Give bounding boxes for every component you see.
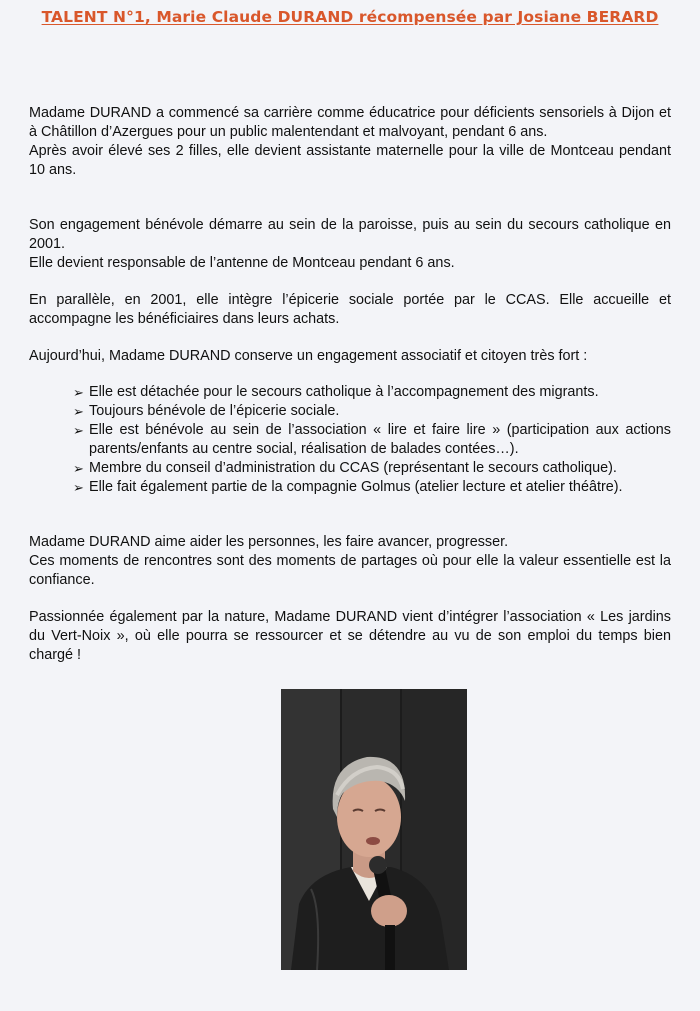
arrow-bullet-icon: ➢	[73, 480, 84, 495]
paragraph-branch-manager: Elle devient responsable de l’antenne de Montceau pendant 6 ans.	[29, 255, 455, 271]
paragraph-volunteering: Son engagement bénévole démarre au sein de la paroisse, puis au sein du secours catholique en 2001.	[29, 217, 671, 252]
paragraph-helping: Madame DURAND aime aider les personnes, les faire avancer, progresser.	[29, 534, 509, 550]
list-item: ➢ Elle fait également partie de la compagnie Golmus (atelier lecture et atelier théâtre).	[73, 479, 623, 495]
paragraph-childminder: Après avoir élevé ses 2 filles, elle devient assistante maternelle pour la ville de Montceau pendant 10 ans.	[29, 143, 671, 178]
engagement-list	[29, 383, 671, 497]
list-item: ➢ Elle est détachée pour le secours catholique à l’accompagnement des migrants.	[73, 384, 599, 400]
document-body	[29, 104, 671, 665]
arrow-bullet-icon: ➢	[73, 385, 84, 400]
list-item: ➢ Elle est bénévole au sein de l’association « lire et faire lire » (participation aux actions parents/enfants au centre social, réalisation de balades contées…).	[73, 422, 671, 457]
list-item: ➢ Membre du conseil d’administration du CCAS (représentant le secours catholique).	[73, 460, 617, 476]
paragraph-social-grocery: En parallèle, en 2001, elle intègre l’épicerie sociale portée par le CCAS. Elle accueille et accompagne les bénéficiaires dans leurs achats.	[29, 292, 671, 327]
document-title: TALENT N°1, Marie Claude DURAND récompensée par Josiane BERARD	[41, 8, 659, 26]
paragraph-trust: Ces moments de rencontres sont des moments de partages où pour elle la valeur essentielle est la confiance.	[29, 553, 671, 588]
paragraph-nature: Passionnée également par la nature, Madame DURAND vient d’intégrer l’association « Les jardins du Vert-Noix », où elle pourra se ressourcer et se détendre au vu de son emploi du temps bien chargé !	[29, 609, 671, 663]
portrait-photo	[281, 689, 467, 970]
arrow-bullet-icon: ➢	[73, 461, 84, 476]
paragraph-today: Aujourd’hui, Madame DURAND conserve un engagement associatif et citoyen très fort :	[29, 348, 588, 364]
arrow-bullet-icon: ➢	[73, 423, 84, 438]
list-item: ➢ Toujours bénévole de l’épicerie sociale.	[73, 403, 340, 419]
paragraph-career: Madame DURAND a commencé sa carrière comme éducatrice pour déficients sensoriels à Dijon et à Châtillon d’Azergues pour un public malentendant et malvoyant, pendant 6 ans.	[29, 105, 671, 140]
portrait-illustration	[281, 689, 467, 970]
arrow-bullet-icon: ➢	[73, 404, 84, 419]
